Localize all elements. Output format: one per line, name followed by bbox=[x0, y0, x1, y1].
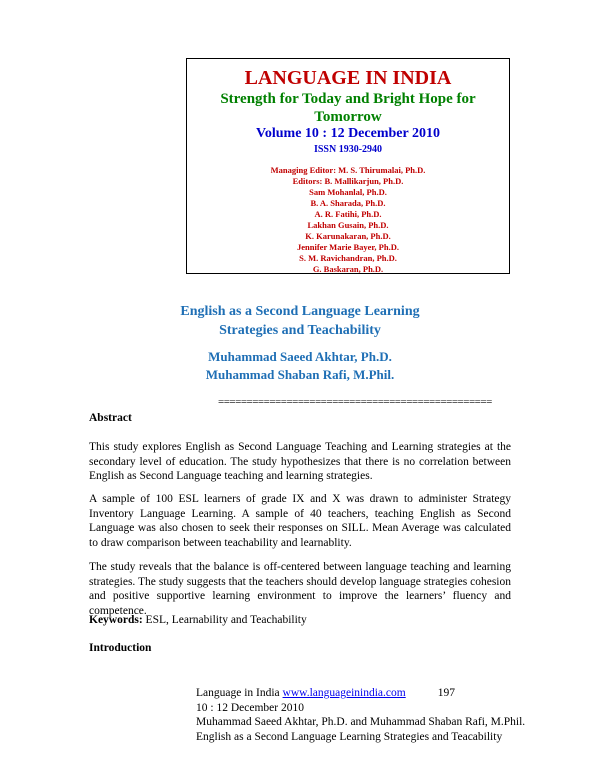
footer-url-link[interactable]: www.languageinindia.com bbox=[282, 687, 406, 699]
editor-line: Sam Mohanlal, Ph.D. bbox=[309, 187, 387, 197]
abstract-paragraph-1: This study explores English as Second Language Teaching and Learning strategies at the secondary level of education. The study hypothesizes that there is no correlation between English as Second Language teaching and learning strategies. bbox=[89, 441, 511, 482]
editor-line: Jennifer Marie Bayer, Ph.D. bbox=[297, 242, 399, 252]
footer-issue: 10 : 12 December 2010 bbox=[196, 701, 304, 714]
abstract-paragraph-3: The study reveals that the balance is off-centered between language teaching and learning strategies. The study suggests that the teachers should develop language strategies cohesion and positive supportive learning environment to improve the learners’ fluency and competence. bbox=[89, 561, 511, 617]
introduction-heading: Introduction bbox=[89, 642, 152, 654]
abstract-heading: Abstract bbox=[89, 412, 132, 424]
editor-line: G. Baskaran, Ph.D. bbox=[312, 264, 384, 274]
editor-line: B. A. Sharada, Ph.D. bbox=[310, 198, 386, 208]
editor-line: Lakhan Gusain, Ph.D. bbox=[307, 220, 389, 230]
footer-line-1 bbox=[196, 686, 525, 701]
editors-list bbox=[187, 165, 509, 275]
footer-title: English as a Second Language Learning Strategies and Teacability bbox=[196, 730, 503, 743]
article-title-line-1: English as a Second Language Learning bbox=[180, 304, 420, 319]
article-title bbox=[0, 302, 600, 340]
page-footer bbox=[196, 686, 525, 744]
footer-authors: Muhammad Saeed Akhtar, Ph.D. and Muhammad Shaban Rafi, M.Phil. bbox=[196, 716, 526, 728]
journal-issn: ISSN 1930-2940 bbox=[313, 144, 383, 155]
editor-line: A. R. Fatihi, Ph.D. bbox=[314, 209, 382, 219]
separator-rule: ================================================ bbox=[218, 396, 492, 408]
editor-line: Managing Editor: M. S. Thirumalai, Ph.D. bbox=[270, 165, 426, 175]
article-title-line-2: Strategies and Teachability bbox=[219, 323, 381, 338]
abstract-paragraph-2: A sample of 100 ESL learners of grade IX and X was drawn to administer Strategy Inventory Language Learning. A sample of 40 teachers, teaching English as Second Language was also chosen to seek their responses on SILL. Mean Average was calculated to draw comparison between teachability and learnablity. bbox=[89, 493, 511, 549]
page-number: 197 bbox=[437, 687, 455, 699]
author-2: Muhammad Shaban Rafi, M.Phil. bbox=[205, 367, 395, 382]
editor-line: S. M. Ravichandran, Ph.D. bbox=[299, 253, 397, 263]
article-authors bbox=[0, 348, 600, 384]
journal-header-box bbox=[186, 58, 510, 274]
journal-volume: Volume 10 : 12 December 2010 bbox=[256, 126, 440, 141]
footer-journal: Language in India bbox=[196, 687, 283, 699]
editor-line: Editors: B. Mallikarjun, Ph.D. bbox=[292, 176, 404, 186]
keywords-text: ESL, Learnability and Teachability bbox=[142, 614, 307, 626]
author-1: Muhammad Saeed Akhtar, Ph.D. bbox=[208, 349, 392, 364]
keywords-label: Keywords: bbox=[89, 614, 143, 626]
journal-tagline: Strength for Today and Bright Hope for Tomorrow bbox=[220, 91, 476, 125]
journal-title: LANGUAGE IN INDIA bbox=[244, 67, 452, 89]
keywords-line bbox=[89, 614, 307, 626]
editor-line: K. Karunakaran, Ph.D. bbox=[305, 231, 391, 241]
